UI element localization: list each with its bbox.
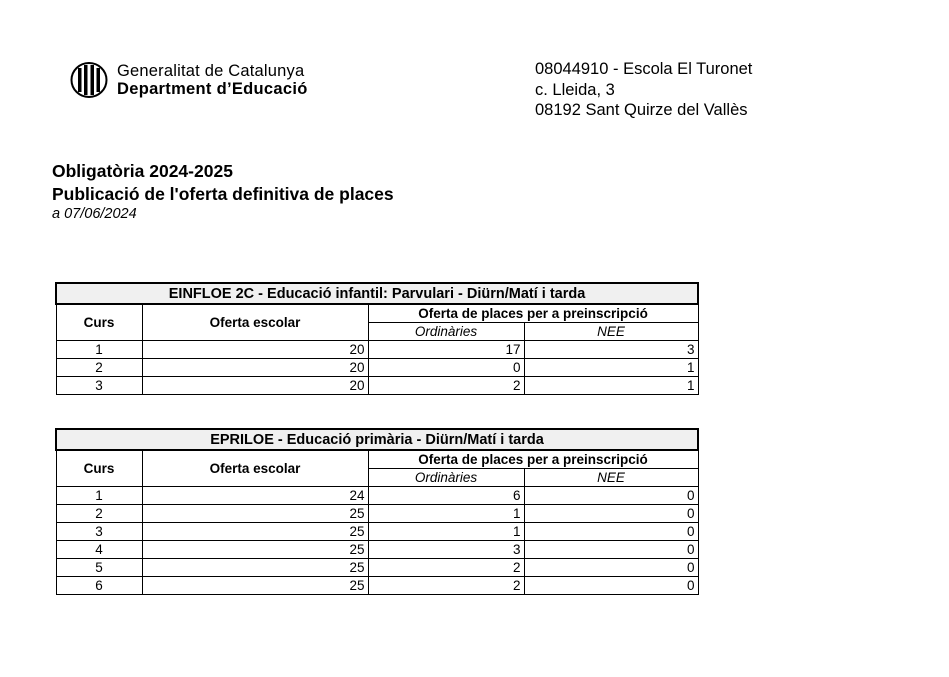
offer-table-infantil (55, 282, 699, 395)
offer-table-primaria (55, 428, 699, 595)
cell-nee: 0 (524, 559, 698, 577)
institution-logo (70, 62, 308, 98)
cell-oferta: 25 (142, 505, 368, 523)
cell-ordinaries: 2 (368, 559, 524, 577)
publication-date: a 07/06/2024 (52, 206, 137, 222)
table-row (56, 487, 698, 505)
cell-curs: 3 (56, 523, 142, 541)
cell-curs: 4 (56, 541, 142, 559)
cell-oferta: 20 (142, 377, 368, 395)
cell-oferta: 25 (142, 523, 368, 541)
cell-oferta: 25 (142, 577, 368, 595)
cell-curs: 5 (56, 559, 142, 577)
cell-nee: 0 (524, 577, 698, 595)
generalitat-emblem-icon (70, 62, 108, 98)
column-header-oferta: Oferta escolar (142, 450, 368, 487)
school-street: c. Lleida, 3 (535, 80, 615, 99)
logo-department-text: Department d’Educació (117, 80, 308, 98)
table-row (56, 505, 698, 523)
column-header-ordinaries: Ordinàries (368, 323, 524, 341)
cell-nee: 0 (524, 487, 698, 505)
table-title: EINFLOE 2C - Educació infantil: Parvulari - Diürn/Matí i tarda (56, 283, 698, 304)
cell-oferta: 24 (142, 487, 368, 505)
cell-ordinaries: 6 (368, 487, 524, 505)
table-title: EPRILOE - Educació primària - Diürn/Matí i tarda (56, 429, 698, 450)
column-header-oferta: Oferta escolar (142, 304, 368, 341)
logo-generalitat-text: Generalitat de Catalunya (117, 62, 305, 80)
cell-oferta: 20 (142, 359, 368, 377)
cell-nee: 0 (524, 541, 698, 559)
school-code-name: 08044910 - Escola El Turonet (535, 60, 753, 78)
table-row (56, 359, 698, 377)
table-row (56, 523, 698, 541)
document-heading (52, 160, 394, 223)
document-subtitle: Publicació de l'oferta definitiva de places (52, 184, 394, 204)
cell-nee: 0 (524, 523, 698, 541)
school-address (535, 59, 752, 121)
cell-curs: 2 (56, 359, 142, 377)
cell-curs: 3 (56, 377, 142, 395)
column-header-curs: Curs (56, 450, 142, 487)
cell-ordinaries: 2 (368, 577, 524, 595)
column-group-header: Oferta de places per a preinscripció (368, 304, 698, 323)
table-row (56, 559, 698, 577)
cell-ordinaries: 2 (368, 377, 524, 395)
table-row (56, 577, 698, 595)
cell-curs: 2 (56, 505, 142, 523)
cell-oferta: 20 (142, 341, 368, 359)
cell-ordinaries: 17 (368, 341, 524, 359)
cell-nee: 1 (524, 377, 698, 395)
cell-nee: 3 (524, 341, 698, 359)
column-header-nee: NEE (524, 469, 698, 487)
document-title: Obligatòria 2024-2025 (52, 161, 233, 181)
cell-curs: 6 (56, 577, 142, 595)
cell-ordinaries: 1 (368, 505, 524, 523)
cell-ordinaries: 1 (368, 523, 524, 541)
cell-nee: 0 (524, 505, 698, 523)
cell-curs: 1 (56, 487, 142, 505)
table-row (56, 377, 698, 395)
column-header-nee: NEE (524, 323, 698, 341)
school-city: 08192 Sant Quirze del Vallès (535, 101, 748, 119)
cell-curs: 1 (56, 341, 142, 359)
table-row (56, 341, 698, 359)
column-header-curs: Curs (56, 304, 142, 341)
column-group-header: Oferta de places per a preinscripció (368, 450, 698, 469)
cell-ordinaries: 0 (368, 359, 524, 377)
cell-oferta: 25 (142, 541, 368, 559)
column-header-ordinaries: Ordinàries (368, 469, 524, 487)
table-row (56, 541, 698, 559)
cell-ordinaries: 3 (368, 541, 524, 559)
cell-oferta: 25 (142, 559, 368, 577)
cell-nee: 1 (524, 359, 698, 377)
